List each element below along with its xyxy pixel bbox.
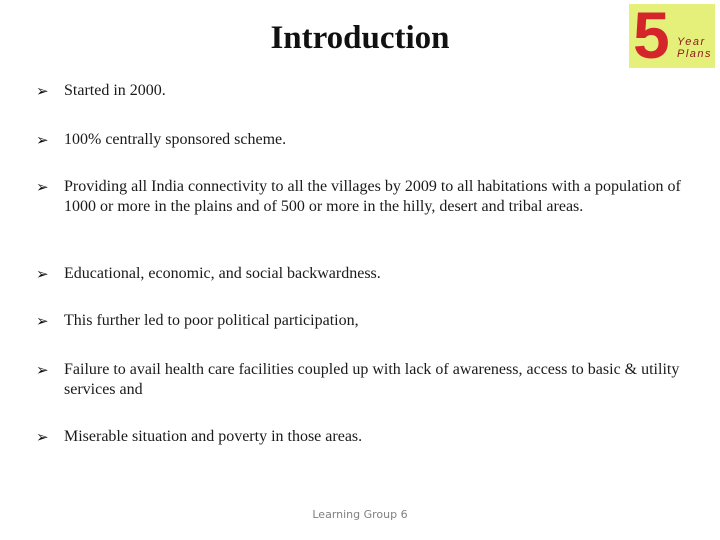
slide-footer: Learning Group 6 [312, 508, 408, 521]
arrow-bullet-icon: ➢ [36, 265, 49, 283]
bullet-text: Miserable situation and poverty in those areas. [64, 428, 363, 445]
arrow-bullet-icon: ➢ [36, 428, 49, 446]
slide-title: Introduction [270, 20, 450, 56]
arrow-bullet-icon: ➢ [36, 312, 49, 330]
logo-text-plans: Plans [677, 48, 713, 60]
bullet-item [36, 311, 696, 331]
bullet-item [36, 264, 696, 284]
logo-number: 5 [633, 0, 669, 72]
logo-text-year: Year [677, 36, 706, 48]
arrow-bullet-icon: ➢ [36, 178, 49, 196]
bullet-text: Started in 2000. [64, 82, 166, 99]
bullet-text: This further led to poor political participation, [64, 312, 359, 329]
bullet-text: Failure to avail health care facilities coupled up with lack of awareness, access to basic & utility services and [64, 361, 680, 398]
bullet-item [36, 427, 696, 447]
bullet-item [36, 130, 696, 150]
bullet-item [36, 177, 696, 217]
bullet-text: Educational, economic, and social backwardness. [64, 265, 381, 282]
arrow-bullet-icon: ➢ [36, 361, 49, 379]
bullet-item [36, 360, 696, 400]
arrow-bullet-icon: ➢ [36, 82, 49, 100]
bullet-text: 100% centrally sponsored scheme. [64, 131, 287, 148]
bullet-item [36, 81, 696, 101]
arrow-bullet-icon: ➢ [36, 131, 49, 149]
bullet-text: Providing all India connectivity to all the villages by 2009 to all habitations with a population of 1000 or more in the plains and of 500 or more in the hilly, desert and tribal areas. [64, 178, 681, 215]
